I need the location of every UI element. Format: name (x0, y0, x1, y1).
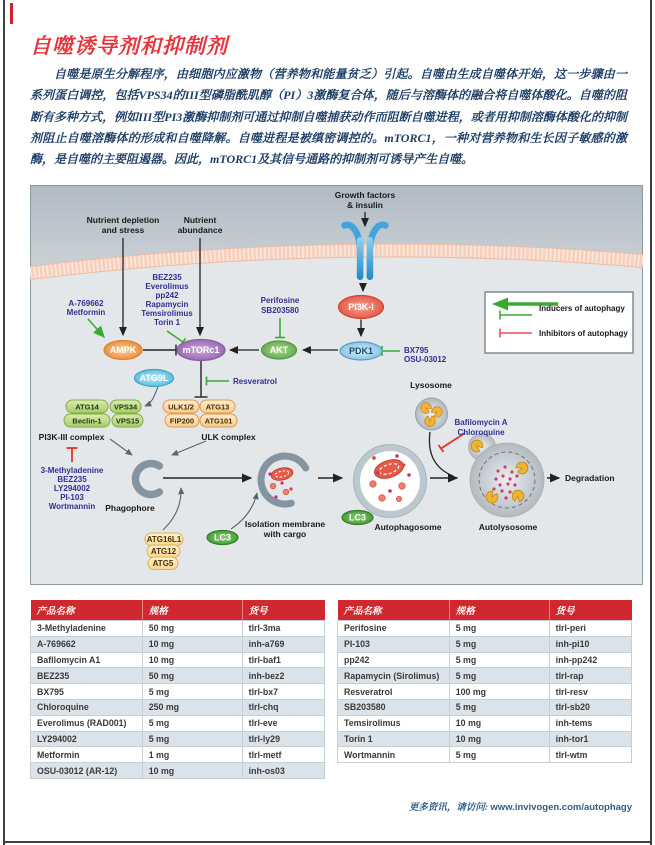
page-border (3, 841, 651, 843)
table-row (338, 684, 632, 700)
footer-text: 更多资讯，请访问: (408, 803, 491, 813)
table-cell: 10 mg (142, 652, 242, 668)
table-row (338, 652, 632, 668)
table-cell: inh-os03 (242, 763, 324, 779)
table-cell: 10 mg (449, 715, 549, 731)
column-header: 货号 (242, 600, 324, 621)
footer-url-link[interactable]: www.invivogen.com/autophagy (490, 802, 632, 813)
drug-temsirolimus: Temsirolimus (141, 309, 193, 318)
drug-perifosine: Perifosine (260, 296, 300, 305)
drug-metformin: Metformin (66, 308, 106, 317)
svg-text:PI3K-I: PI3K-I (348, 302, 374, 312)
drug-rapamycin: Rapamycin (145, 300, 189, 309)
table-row (338, 621, 632, 637)
table-cell: 5 mg (142, 715, 242, 731)
svg-text:ATG12: ATG12 (150, 547, 177, 556)
product-table (337, 600, 632, 763)
table-cell: BEZ235 (31, 668, 143, 684)
label-isolation-membrane-2: with cargo (263, 529, 307, 539)
node-pdk1 (340, 342, 382, 360)
table-row (31, 747, 325, 763)
table-cell: pp242 (338, 652, 450, 668)
svg-text:ULK1/2: ULK1/2 (168, 402, 194, 412)
node-atg9l (135, 370, 174, 387)
footer (409, 799, 632, 813)
node-lc3 (207, 531, 238, 545)
drug-bx795: BX795 (404, 346, 429, 355)
table-header (31, 600, 325, 621)
table-cell: 5 mg (449, 747, 549, 763)
drug-osu-03012: OSU-03012 (404, 355, 447, 364)
legend-inhibitors-label: Inhibitors of autophagy (539, 329, 628, 338)
drug-a-769662: A-769662 (68, 299, 104, 308)
table-row (338, 731, 632, 747)
node-mtorc1 (177, 340, 225, 361)
label-nutrient-depletion: Nutrient depletion (86, 215, 160, 225)
legend-inducers-label: Inducers of autophagy (539, 304, 625, 313)
column-header: 产品名称 (31, 600, 143, 621)
pi3k-iii-complex (64, 400, 143, 427)
table-cell: Bafilomycin A1 (31, 652, 143, 668)
page-title: 自噬诱导剂和抑制剂 (30, 34, 228, 58)
label-isolation-membrane: Isolation membrane (244, 519, 326, 529)
svg-text:ATG5: ATG5 (152, 559, 174, 568)
table-cell: tlrl-sb20 (549, 699, 631, 715)
page-border (3, 0, 5, 845)
drug-bez235-2: BEZ235 (57, 475, 87, 484)
table-cell: tlrl-wtm (549, 747, 631, 763)
drug-pp242: pp242 (155, 291, 179, 300)
table-cell: inh-bez2 (242, 668, 324, 684)
table-cell: 10 mg (142, 636, 242, 652)
autophagy-pathway-diagram (30, 185, 643, 585)
drug-everolimus: Everolimus (145, 282, 189, 291)
table-cell: PI-103 (338, 636, 450, 652)
drug-bez235: BEZ235 (152, 273, 182, 282)
table-cell: A-769662 (31, 636, 143, 652)
table-cell: inh-tor1 (549, 731, 631, 747)
svg-text:VPS15: VPS15 (115, 416, 140, 426)
table-cell: inh-pi10 (549, 636, 631, 652)
svg-text:ATG101: ATG101 (204, 416, 233, 426)
column-header: 产品名称 (338, 600, 450, 621)
svg-text:AMPK: AMPK (109, 345, 137, 355)
svg-text:ATG14: ATG14 (75, 402, 99, 412)
table-cell: 10 mg (142, 763, 242, 779)
drug-ly294002: LY294002 (53, 484, 91, 493)
table-cell: inh-pp242 (549, 652, 631, 668)
svg-text:FIP200: FIP200 (169, 416, 195, 426)
table-cell: 5 mg (449, 621, 549, 637)
atg16l1-complex (145, 533, 183, 570)
drug-sb203580: SB203580 (261, 306, 299, 315)
product-table-left (30, 600, 325, 779)
column-header: 规格 (449, 600, 549, 621)
label-autophagosome: Autophagosome (374, 522, 442, 532)
svg-text:ATG16L1: ATG16L1 (146, 535, 182, 544)
drug-resveratrol: Resveratrol (233, 377, 278, 386)
table-cell: SB203580 (338, 699, 450, 715)
column-header: 规格 (142, 600, 242, 621)
table-row (31, 652, 325, 668)
drug-3-methyladenine: 3-Methyladenine (40, 466, 104, 475)
diagram-legend (485, 292, 633, 353)
table-cell: OSU-03012 (AR-12) (31, 763, 143, 779)
table-cell: Torin 1 (338, 731, 450, 747)
drug-wortmannin: Wortmannin (48, 502, 96, 511)
svg-text:ATG13: ATG13 (205, 402, 230, 412)
table-row (31, 715, 325, 731)
table-cell: 100 mg (449, 684, 549, 700)
registration-mark (10, 3, 13, 24)
table-cell: 10 mg (449, 731, 549, 747)
table-row (31, 636, 325, 652)
table-cell: 3-Methyladenine (31, 621, 143, 637)
table-cell: Metformin (31, 747, 143, 763)
table-cell: 50 mg (142, 668, 242, 684)
label-growth-factors: Growth factors (334, 190, 396, 200)
label-lysosome: Lysosome (410, 380, 452, 390)
label-degradation: Degradation (565, 473, 615, 483)
drug-chloroquine: Chloroquine (457, 428, 505, 437)
svg-text:AKT: AKT (269, 345, 289, 355)
table-row (31, 699, 325, 715)
table-cell: inh-a769 (242, 636, 324, 652)
table-cell: 5 mg (142, 684, 242, 700)
table-cell: LY294002 (31, 731, 143, 747)
table-cell: Perifosine (338, 621, 450, 637)
node-pi3k-i (339, 296, 384, 319)
table-cell: Resveratrol (338, 684, 450, 700)
table-cell: tlrl-eve (242, 715, 324, 731)
table-row (338, 699, 632, 715)
table-cell: 50 mg (142, 621, 242, 637)
node-akt (262, 341, 297, 359)
label-autolysosome: Autolysosome (478, 522, 538, 532)
product-table (30, 600, 325, 779)
table-cell: tlrl-peri (549, 621, 631, 637)
node-ampk (104, 341, 142, 360)
table-row (338, 747, 632, 763)
label-nutrient-abundance: Nutrient (183, 215, 217, 225)
svg-text:ATG9L: ATG9L (139, 373, 169, 383)
label-nutrient-abundance-2: abundance (177, 225, 223, 235)
table-row (338, 715, 632, 731)
table-row (31, 684, 325, 700)
table-row (31, 621, 325, 637)
table-cell: 5 mg (449, 699, 549, 715)
intro-paragraph: 自噬是原生分解程序，由细胞内应激物（营养物和能量贫乏）引起。自噬由生成自噬体开始，这一步骤由一系列蛋白调控，包括VPS34的III型磷脂酰肌醇（PI）3激酶复合体，随后与溶酶体的融合将自噬体酸化。自噬的阻断有多种方式，例如III型PI3激酶抑制剂可通过抑制自噬捕获动作而阻断自噬进程，或者用抑制溶酶体酸化的抑制剂阻止自噬溶酶体的形成和自噬降解。自噬进程是被缜密调控的。mTORC1，一种对营养物和生长因子敏感的激酶，是自噬的主要阻遏器。因此，mTORC1及其信号通路的抑制剂可诱导产生自噬。 (30, 67, 627, 167)
table-row (31, 731, 325, 747)
table-cell: 5 mg (142, 731, 242, 747)
drug-pi-103: PI-103 (60, 493, 84, 502)
table-cell: 5 mg (449, 652, 549, 668)
svg-text:mTORc1: mTORc1 (182, 345, 220, 355)
column-header: 货号 (549, 600, 631, 621)
table-cell: inh-tems (549, 715, 631, 731)
svg-text:PDK1: PDK1 (348, 346, 374, 356)
table-cell: Wortmannin (338, 747, 450, 763)
table-cell: tlrl-3ma (242, 621, 324, 637)
table-cell: tlrl-bx7 (242, 684, 324, 700)
label-phagophore: Phagophore (105, 503, 155, 513)
table-row (31, 763, 325, 779)
table-row (338, 636, 632, 652)
table-row (338, 668, 632, 684)
svg-text:Beclin-1: Beclin-1 (72, 416, 102, 426)
svg-text:VPS34: VPS34 (113, 402, 138, 412)
table-cell: tlrl-rap (549, 668, 631, 684)
table-cell: 5 mg (449, 668, 549, 684)
drug-bafilomycin-a: Bafilomycin A (454, 418, 508, 427)
page-border (650, 0, 652, 845)
table-cell: Everolimus (RAD001) (31, 715, 143, 731)
table-row (31, 668, 325, 684)
table-cell: Chloroquine (31, 699, 143, 715)
table-cell: Rapamycin (Sirolimus) (338, 668, 450, 684)
table-cell: tlrl-resv (549, 684, 631, 700)
table-cell: tlrl-ly29 (242, 731, 324, 747)
label-growth-factors-2: & insulin (347, 200, 383, 210)
table-cell: Temsirolimus (338, 715, 450, 731)
table-cell: 1 mg (142, 747, 242, 763)
table-cell: tlrl-metf (242, 747, 324, 763)
product-table-right (337, 600, 632, 763)
table-header (338, 600, 632, 621)
table-cell: 5 mg (449, 636, 549, 652)
label-ulk-complex: ULK complex (201, 432, 256, 442)
table-cell: BX795 (31, 684, 143, 700)
lysosome-structure (416, 398, 448, 430)
svg-text:LC3: LC3 (213, 532, 232, 543)
label-pi3k-iii-complex: PI3K-III complex (38, 432, 105, 442)
table-cell: 250 mg (142, 699, 242, 715)
label-nutrient-depletion-2: and stress (101, 225, 145, 235)
drug-torin1: Torin 1 (153, 318, 181, 327)
svg-text:LC3: LC3 (348, 512, 367, 523)
table-cell: tlrl-baf1 (242, 652, 324, 668)
table-cell: tlrl-chq (242, 699, 324, 715)
